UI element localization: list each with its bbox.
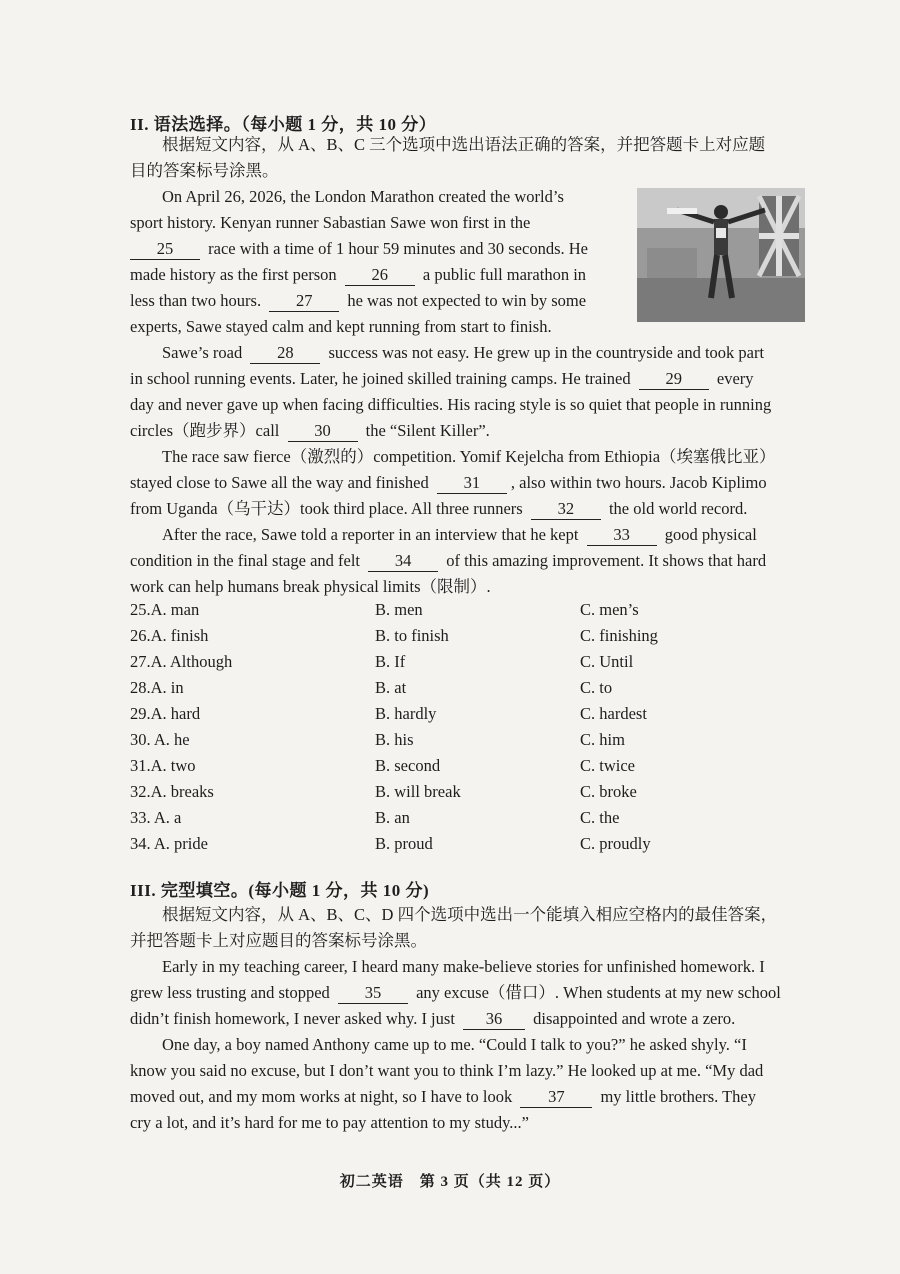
- passage-4-line-2: [130, 548, 810, 574]
- text-segment: moved out, and my mom works at night, so I have to look: [130, 1087, 513, 1106]
- option-row-32: [130, 782, 810, 808]
- blank-28: 28: [250, 343, 320, 364]
- blank-34: 34: [368, 551, 438, 572]
- option-c: C. proudly: [580, 834, 651, 853]
- marathon-runner-photo: [637, 188, 805, 322]
- passage-1-line-3: [130, 236, 625, 262]
- text-segment: a public full marathon in: [422, 265, 587, 284]
- text-segment: every: [716, 369, 754, 388]
- option-b: B. If: [375, 652, 406, 671]
- option-row-25: [130, 600, 810, 626]
- section-3-title: III. 完型填空。(每小题 1 分，共 10 分): [130, 881, 430, 900]
- text-segment: After the race, Sawe told a reporter in an interview that he kept: [162, 525, 579, 544]
- option-a: 27.A. Although: [130, 652, 233, 671]
- option-b: B. second: [375, 756, 441, 775]
- option-a: 32.A. breaks: [130, 782, 214, 801]
- passage-2-line-3: day and never gave up when facing difficulties. His racing style is so quiet that people in running: [130, 395, 772, 414]
- blank-31: 31: [437, 473, 507, 494]
- blank-33: 33: [587, 525, 657, 546]
- text-segment: made history as the first person: [130, 265, 337, 284]
- option-c: C. to: [580, 678, 613, 697]
- option-c: C. broke: [580, 782, 637, 801]
- cloze-passage-line-7: cry a lot, and it’s hard for me to pay attention to my study...”: [130, 1113, 529, 1132]
- text-segment: any excuse（借口）. When students at my new school: [416, 983, 781, 1002]
- option-c: C. him: [580, 730, 625, 749]
- passage-3-line-3: [130, 496, 810, 522]
- blank-37: 37: [520, 1087, 592, 1108]
- option-c: C. the: [580, 808, 620, 827]
- text-segment: circles（跑步界）call: [130, 421, 280, 440]
- option-a: 26.A. finish: [130, 626, 209, 645]
- blank-29: 29: [639, 369, 709, 390]
- passage-1-line-2: sport history. Kenyan runner Sabastian Sawe won first in the: [130, 213, 531, 232]
- cloze-passage-line-3: [130, 1006, 810, 1032]
- cloze-passage-line-2: [130, 980, 810, 1006]
- blank-36: 36: [463, 1009, 525, 1030]
- blank-30: 30: [288, 421, 358, 442]
- text-segment: the “Silent Killer”.: [365, 421, 490, 440]
- text-segment: disappointed and wrote a zero.: [533, 1009, 736, 1028]
- section-3-instruction-line-1: 根据短文内容，从 A、B、C、D 四个选项中选出一个能填入相应空格内的最佳答案，: [162, 905, 778, 924]
- text-segment: , also within two hours. Jacob Kiplimo: [510, 473, 767, 492]
- cloze-passage-line-1: Early in my teaching career, I heard many make-believe stories for unfinished homework. I: [162, 957, 765, 976]
- option-b: B. hardly: [375, 704, 437, 723]
- option-c: C. twice: [580, 756, 635, 775]
- option-c: C. hardest: [580, 704, 647, 723]
- text-segment: success was not easy. He grew up in the countryside and took part: [328, 343, 765, 362]
- passage-1-line-6: experts, Sawe stayed calm and kept running from start to finish.: [130, 317, 552, 336]
- text-segment: he was not expected to win by some: [347, 291, 587, 310]
- text-segment: of this amazing improvement. It shows that hard: [446, 551, 767, 570]
- passage-4-line-1: [130, 522, 810, 548]
- section-3-instruction-line-2: 并把答题卡上对应题目的答案标号涂黑。: [130, 931, 427, 950]
- option-a: 29.A. hard: [130, 704, 201, 723]
- text-segment: the old world record.: [608, 499, 748, 518]
- option-row-31: [130, 756, 810, 782]
- option-row-29: [130, 704, 810, 730]
- text-segment: race with a time of 1 hour 59 minutes and 30 seconds. He: [208, 239, 588, 258]
- option-b: B. men: [375, 600, 423, 619]
- passage-2-line-2: [130, 366, 810, 392]
- option-a: 25.A. man: [130, 600, 200, 619]
- blank-26: 26: [345, 265, 415, 286]
- passage-3-line-2: [130, 470, 810, 496]
- passage-1-line-5: [130, 288, 625, 314]
- text-segment: condition in the final stage and felt: [130, 551, 361, 570]
- option-a: 34. A. pride: [130, 834, 208, 853]
- cloze-passage-line-4: One day, a boy named Anthony came up to me. “Could I talk to you?” he asked shyly. “I: [162, 1035, 747, 1054]
- passage-2-line-1: [130, 340, 810, 366]
- option-row-28: [130, 678, 810, 704]
- section-2-instruction-line-1: 根据短文内容，从 A、B、C 三个选项中选出语法正确的答案，并把答题卡上对应题: [162, 135, 766, 154]
- text-segment: stayed close to Sawe all the way and finished: [130, 473, 429, 492]
- option-row-34: [130, 834, 810, 860]
- option-row-27: [130, 652, 810, 678]
- cloze-passage-line-6: [130, 1084, 810, 1110]
- text-segment: in school running events. Later, he joined skilled training camps. He trained: [130, 369, 631, 388]
- cloze-passage-line-5: know you said no excuse, but I don’t want you to think I’m lazy.” He looked up at me. “My dad: [130, 1061, 764, 1080]
- blank-35: 35: [338, 983, 408, 1004]
- blank-27: 27: [269, 291, 339, 312]
- passage-1-line-1: On April 26, 2026, the London Marathon created the world’s: [162, 187, 564, 206]
- section-2-title: II. 语法选择。（每小题 1 分，共 10 分）: [130, 115, 437, 134]
- passage-1-line-4: [130, 262, 625, 288]
- text-segment: my little brothers. They: [600, 1087, 756, 1106]
- option-row-33: [130, 808, 810, 834]
- option-b: B. proud: [375, 834, 433, 853]
- option-b: B. an: [375, 808, 410, 827]
- passage-3-line-1: The race saw fierce（激烈的）competition. Yomif Kejelcha from Ethiopia（埃塞俄比亚）: [162, 447, 776, 466]
- text-segment: grew less trusting and stopped: [130, 983, 330, 1002]
- option-a: 33. A. a: [130, 808, 182, 827]
- text-segment: less than two hours.: [130, 291, 262, 310]
- option-b: B. at: [375, 678, 407, 697]
- option-b: B. will break: [375, 782, 461, 801]
- text-segment: good physical: [664, 525, 757, 544]
- passage-4-line-3: work can help humans break physical limits（限制）.: [130, 577, 491, 596]
- option-b: B. to finish: [375, 626, 449, 645]
- option-c: C. Until: [580, 652, 634, 671]
- text-segment: didn’t finish homework, I never asked why. I just: [130, 1009, 455, 1028]
- blank-25: 25: [130, 239, 200, 260]
- option-row-26: [130, 626, 810, 652]
- passage-2-line-4: [130, 418, 810, 444]
- page-footer: 初二英语 第 3 页（共 12 页）: [339, 1174, 561, 1190]
- section-2-instruction-line-2: 目的答案标号涂黑。: [130, 161, 279, 180]
- option-a: 30. A. he: [130, 730, 190, 749]
- option-a: 28.A. in: [130, 678, 184, 697]
- option-b: B. his: [375, 730, 414, 749]
- option-row-30: [130, 730, 810, 756]
- option-a: 31.A. two: [130, 756, 196, 775]
- option-c: C. men’s: [580, 600, 639, 619]
- option-c: C. finishing: [580, 626, 658, 645]
- text-segment: Sawe’s road: [162, 343, 243, 362]
- text-segment: from Uganda（乌干达）took third place. All three runners: [130, 499, 523, 518]
- blank-32: 32: [531, 499, 601, 520]
